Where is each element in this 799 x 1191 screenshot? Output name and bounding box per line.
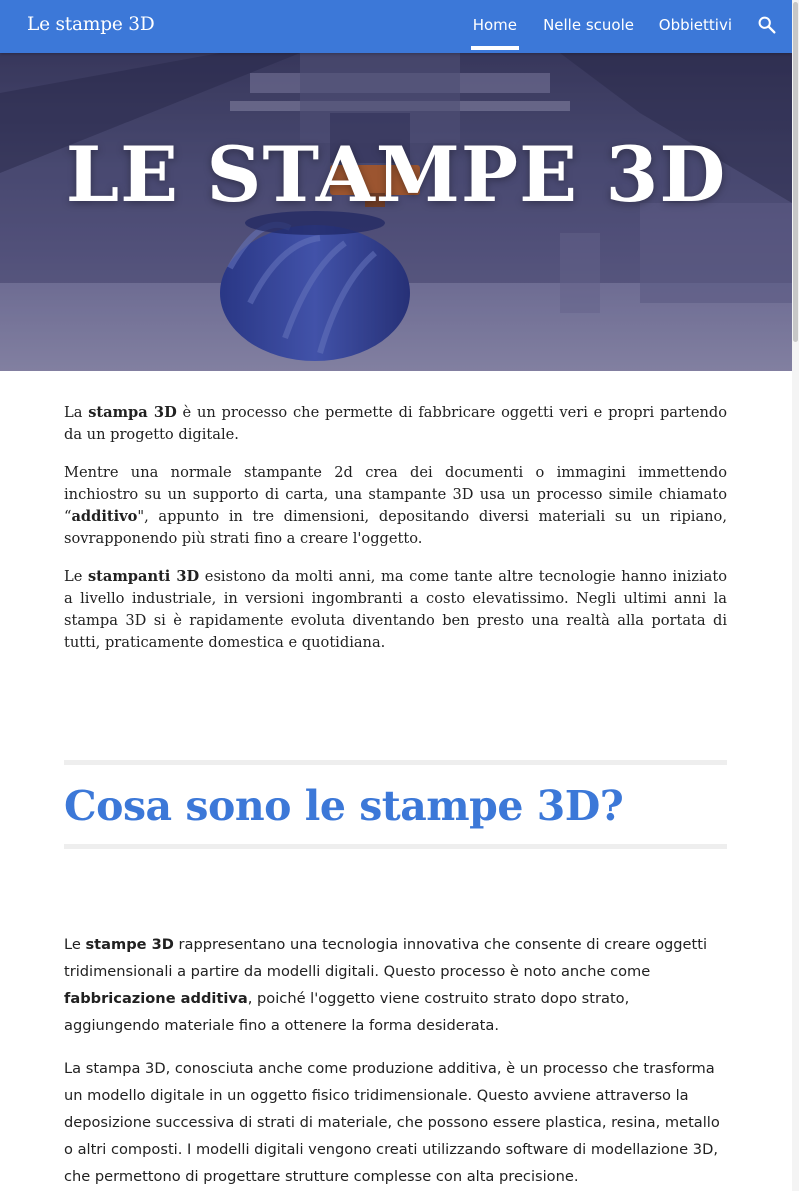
scrollbar-thumb[interactable]: [793, 2, 798, 342]
divider-top: [64, 760, 727, 765]
section-heading: Cosa sono le stampe 3D?: [64, 782, 624, 830]
intro-paragraph-1: La stampa 3D è un processo che permette di fabbricare oggetti veri e propri partendo da un progetto digitale.: [64, 404, 728, 443]
hero-title: LE STAMPE 3D: [65, 130, 727, 219]
top-app-bar: [0, 0, 792, 53]
intro-paragraph-3: Le stampanti 3D esistono da molti anni, ma come tante altre tecnologie hanno iniziato a livello industriale, in versioni ingombranti a costo elevatissimo. Negli ultimi anni la stampa 3D si è rapidamente evoluta diventando ben presto una realtà alla portata di tutti, praticamente domestica e quotidiana.: [64, 568, 727, 651]
page-scrollbar[interactable]: [792, 0, 799, 1191]
search-button[interactable]: [756, 14, 778, 36]
section-paragraph-1: Le stampe 3D rappresentano una tecnologia innovativa che consente di creare oggetti tridimensionali a partire da modelli digitali. Questo processo è noto anche come fabbricazione additiva, poiché l'oggetto viene costruito strato dopo strato, aggiungendo materiale fino a ottenere la forma desiderata.: [64, 936, 707, 1034]
intro-paragraph-2: Mentre una normale stampante 2d crea dei documenti o immagini immettendo inchiostro su un supporto di carta, una stampante 3D usa un processo simile chiamato “additivo", appunto in tre dimensioni, depositando diversi materiali su un ripiano, sovrapponendo più strati fino a creare l'oggetto.: [64, 464, 727, 547]
divider-bottom: [64, 844, 727, 849]
search-icon: [756, 14, 778, 36]
nav-item-obbiettivi[interactable]: Obbiettivi: [658, 16, 732, 34]
site-title[interactable]: Le stampe 3D: [27, 14, 155, 35]
intro-text-block: [64, 402, 727, 670]
hero-banner: [0, 53, 792, 371]
nav-item-home[interactable]: Home: [472, 16, 517, 34]
section-paragraph-2: La stampa 3D, conosciuta anche come produzione additiva, è un processo che trasforma un modello digitale in un oggetto fisico tridimensionale. Questo avviene attraverso la deposizione successiva di strati di materiale, che possono essere plastica, resina, metallo o altri composti. I modelli digitali vengono creati utilizzando software di modellazione 3D, che permettono di progettare strutture complesse con alta precisione.: [64, 1060, 720, 1185]
section-text-block: [64, 931, 727, 1191]
nav-item-nelle-scuole[interactable]: Nelle scuole: [543, 16, 634, 34]
